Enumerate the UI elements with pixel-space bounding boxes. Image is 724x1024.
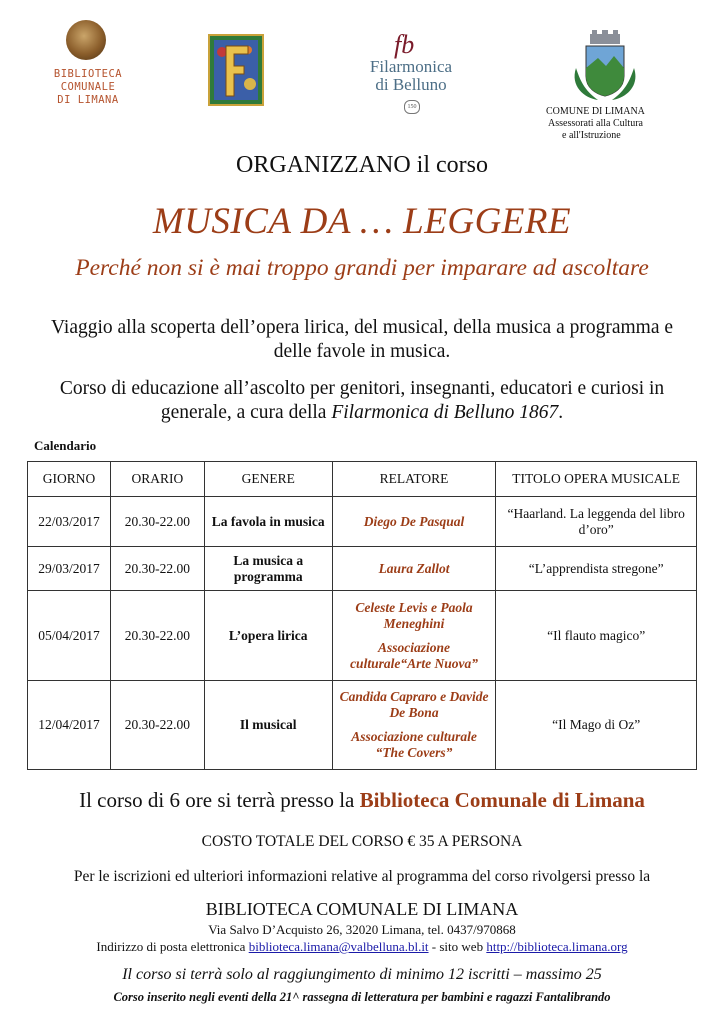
column-header: ORARIO xyxy=(110,462,204,497)
calendar-label: Calendario xyxy=(34,438,97,453)
titolo-cell: “Il flauto magico” xyxy=(496,591,697,681)
column-header: RELATORE xyxy=(332,462,496,497)
comune-logo-text: COMUNE DI LIMANA Assessorati alla Cultura e all'Istruzione xyxy=(546,106,645,141)
orario-cell: 20.30-22.00 xyxy=(110,681,204,770)
filarmonica-badge: 150 xyxy=(404,100,420,114)
biblioteca-logo xyxy=(52,18,124,118)
titolo-cell: “L’apprendista stregone” xyxy=(496,547,697,591)
giorno-cell: 29/03/2017 xyxy=(28,547,111,591)
giorno-cell: 05/04/2017 xyxy=(28,591,111,681)
event-note: Corso inserito negli eventi della 21^ rassegna di letteratura per bambini e ragazzi Fantalibrando xyxy=(113,990,611,1004)
giorno-cell: 12/04/2017 xyxy=(28,681,111,770)
table-row xyxy=(28,497,697,547)
titolo-cell: “Il Mago di Oz” xyxy=(496,681,697,770)
location-name: Biblioteca Comunale di Limana xyxy=(359,788,645,812)
website-link[interactable]: http://biblioteca.limana.org xyxy=(486,939,628,954)
giorno-cell: 22/03/2017 xyxy=(28,497,111,547)
filarmonica-logo-text: Filarmonica di Belluno xyxy=(369,57,453,94)
illuminated-letter-icon xyxy=(208,34,264,106)
relatore-cell: Diego De Pasqual xyxy=(332,497,496,547)
titolo-cell: “Haarland. La leggenda del libro d’oro” xyxy=(496,497,697,547)
library-name: BIBLIOTECA COMUNALE DI LIMANA xyxy=(205,899,519,919)
page-subtitle: Perché non si è mai troppo grandi per imparare ad ascoltare xyxy=(75,255,649,281)
column-header: GIORNO xyxy=(28,462,111,497)
organizzano-heading: ORGANIZZANO il corso xyxy=(236,152,488,178)
genere-cell: Il musical xyxy=(204,681,332,770)
intro-paragraph-1: Viaggio alla scoperta dell’opera lirica, del musical, della musica a programma e delle favole in musica. xyxy=(50,317,674,362)
biblioteca-emblem-icon xyxy=(66,20,106,60)
table-row xyxy=(28,547,697,591)
filarmonica-name: Filarmonica di Belluno 1867 xyxy=(331,402,559,423)
table-row xyxy=(28,591,697,681)
registration-info: Per le iscrizioni ed ulteriori informazioni relative al programma del corso rivolgersi presso la xyxy=(73,868,651,885)
email-link[interactable]: biblioteca.limana@valbelluna.bl.it xyxy=(248,939,429,954)
filarmonica-mark: fb xyxy=(394,30,415,59)
table-row xyxy=(28,681,697,770)
genere-cell: L’opera lirica xyxy=(204,591,332,681)
page-title: MUSICA DA … LEGGERE xyxy=(152,201,572,242)
library-address: Via Salvo D’Acquisto 26, 32020 Limana, tel. 0437/970868 xyxy=(208,922,516,937)
genere-cell: La favola in musica xyxy=(204,497,332,547)
orario-cell: 20.30-22.00 xyxy=(110,591,204,681)
column-header: TITOLO OPERA MUSICALE xyxy=(496,462,697,497)
relatore-cell: Candida Capraro e Davide De Bona Associazione culturale “The Covers” xyxy=(332,681,496,770)
filarmonica-logo xyxy=(356,30,466,116)
relatore-cell: Laura Zallot xyxy=(332,547,496,591)
table-header-row xyxy=(28,462,697,497)
schedule-table xyxy=(27,461,697,770)
column-header: GENERE xyxy=(204,462,332,497)
intro-paragraph-2: Corso di educazione all’ascolto per genitori, insegnanti, educatori e curiosi in generale, a cura della Filarmonica di Belluno 1867. xyxy=(59,378,665,423)
contact-line: Indirizzo di posta elettronica biblioteca.limana@valbelluna.bl.it - sito web http://biblioteca.limana.org xyxy=(96,939,628,954)
coat-of-arms-icon xyxy=(540,28,670,104)
orario-cell: 20.30-22.00 xyxy=(110,547,204,591)
relatore-cell: Celeste Levis e Paola Meneghini Associazione culturale“Arte Nuova” xyxy=(332,591,496,681)
comune-logo xyxy=(540,28,670,148)
genere-cell: La musica a programma xyxy=(204,547,332,591)
orario-cell: 20.30-22.00 xyxy=(110,497,204,547)
biblioteca-logo-text: BIBLIOTECA COMUNALE DI LIMANA xyxy=(53,68,123,106)
course-location: Il corso di 6 ore si terrà presso la Biblioteca Comunale di Limana xyxy=(79,788,645,812)
course-cost: COSTO TOTALE DEL CORSO € 35 A PERSONA xyxy=(201,833,523,850)
enrollment-note: Il corso si terrà solo al raggiungimento di minimo 12 iscritti – massimo 25 xyxy=(122,966,602,983)
illuminated-letter-logo xyxy=(208,34,264,106)
